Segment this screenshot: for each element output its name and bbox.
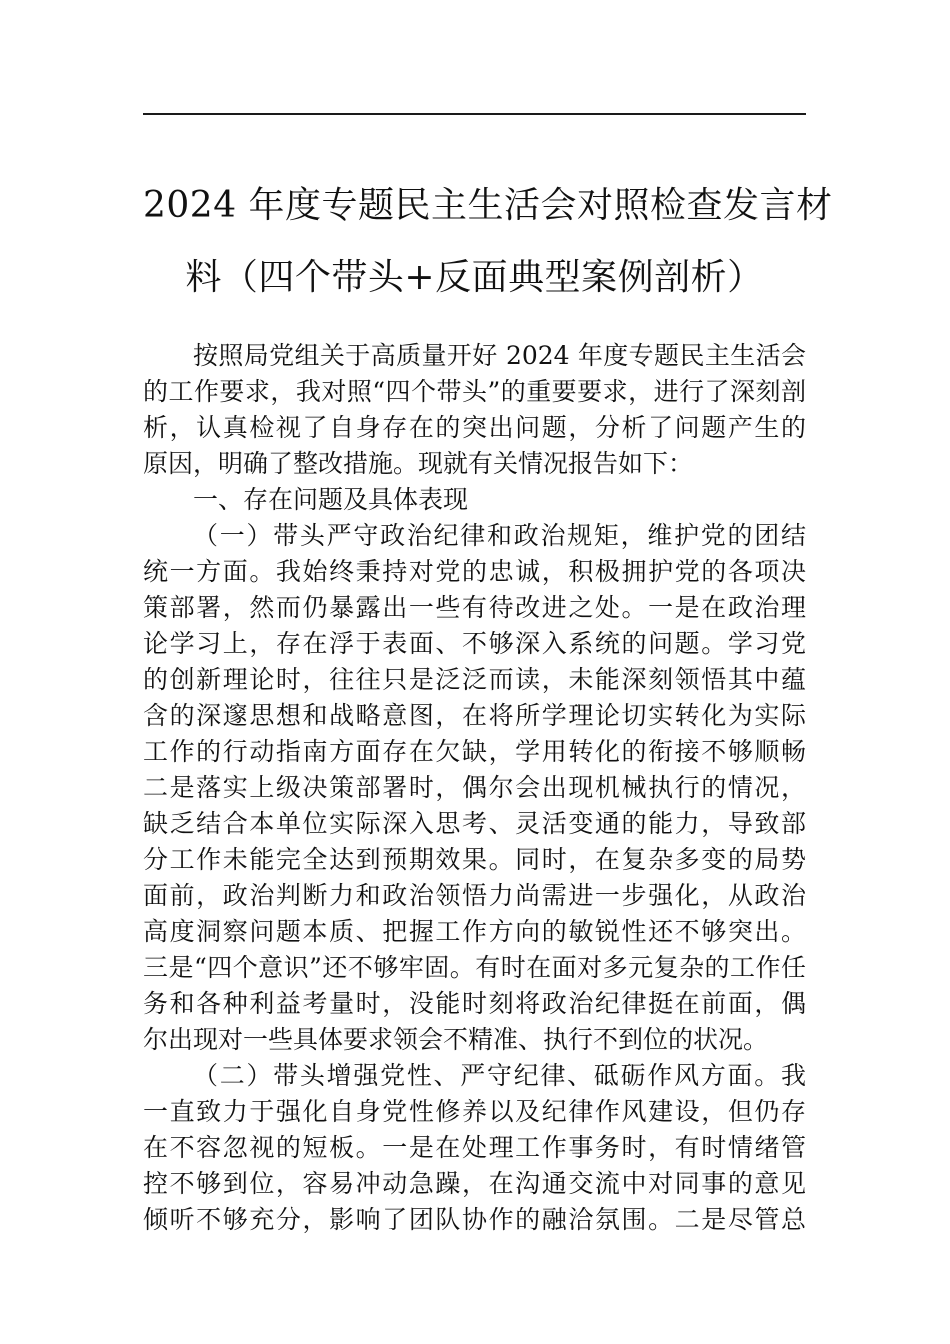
body-text-line: 的工作要求，我对照“四个带头”的重要要求，进行了深刻剖 [143, 377, 806, 406]
body-text-line: 面前，政治判断力和政治领悟力尚需进一步强化，从政治 [143, 881, 806, 910]
body-text-line: 在不容忽视的短板。一是在处理工作事务时，有时情绪管 [143, 1133, 806, 1162]
body-text-line: 高度洞察问题本质、把握工作方向的敏锐性还不够突出。 [143, 917, 806, 946]
body-text-line: 务和各种利益考量时，没能时刻将政治纪律挺在前面，偶 [143, 989, 806, 1018]
body-text-line: 一直致力于强化自身党性修养以及纪律作风建设，但仍存 [143, 1097, 806, 1126]
body-text-line: 倾听不够充分，影响了团队协作的融洽氛围。二是尽管总 [143, 1205, 806, 1234]
body-text-line: 二是落实上级决策部署时，偶尔会出现机械执行的情况， [143, 773, 806, 802]
body-text-line: （二）带头增强党性、严守纪律、砥砺作风方面。我 [193, 1061, 806, 1090]
document-title [143, 170, 833, 314]
body-text-line: 缺乏结合本单位实际深入思考、灵活变通的能力，导致部 [143, 809, 806, 838]
body-text-line: 的创新理论时，往往只是泛泛而读，未能深刻领悟其中蕴 [143, 665, 806, 694]
body-text-line: 析，认真检视了自身存在的突出问题，分析了问题产生的 [143, 413, 806, 442]
body-text-line: 含的深邃思想和战略意图，在将所学理论切实转化为实际 [143, 701, 806, 730]
body-text-line: 统一方面。我始终秉持对党的忠诚，积极拥护党的各项决 [143, 557, 806, 586]
document-body [143, 338, 806, 1238]
body-text-line: 原因，明确了整改措施。现就有关情况报告如下： [143, 449, 694, 478]
body-text-line: 分工作未能完全达到预期效果。同时，在复杂多变的局势 [143, 845, 806, 874]
title-line-1: 2024 年度专题民主生活会对照检查发言材 [143, 185, 833, 226]
body-text-line: 策部署，然而仍暴露出一些有待改进之处。一是在政治理 [143, 593, 806, 622]
title-line-2: 料（四个带头+反面典型案例剖析） [185, 257, 764, 298]
body-text-line: 一、存在问题及具体表现 [193, 485, 469, 514]
body-text-line: 控不够到位，容易冲动急躁，在沟通交流中对同事的意见 [143, 1169, 806, 1198]
body-text-line: 三是“四个意识”还不够牢固。有时在面对多元复杂的工作任 [143, 953, 806, 982]
body-text-line: 按照局党组关于高质量开好 2024 年度专题民主生活会 [193, 341, 806, 370]
body-text-line: （一）带头严守政治纪律和政治规矩，维护党的团结 [193, 521, 806, 550]
body-text-line: 工作的行动指南方面存在欠缺，学用转化的衔接不够顺畅 [143, 737, 806, 766]
body-text-line: 论学习上，存在浮于表面、不够深入系统的问题。学习党 [143, 629, 806, 658]
body-text-line: 尔出现对一些具体要求领会不精准、执行不到位的状况。 [143, 1025, 769, 1054]
header-rule [143, 113, 806, 115]
